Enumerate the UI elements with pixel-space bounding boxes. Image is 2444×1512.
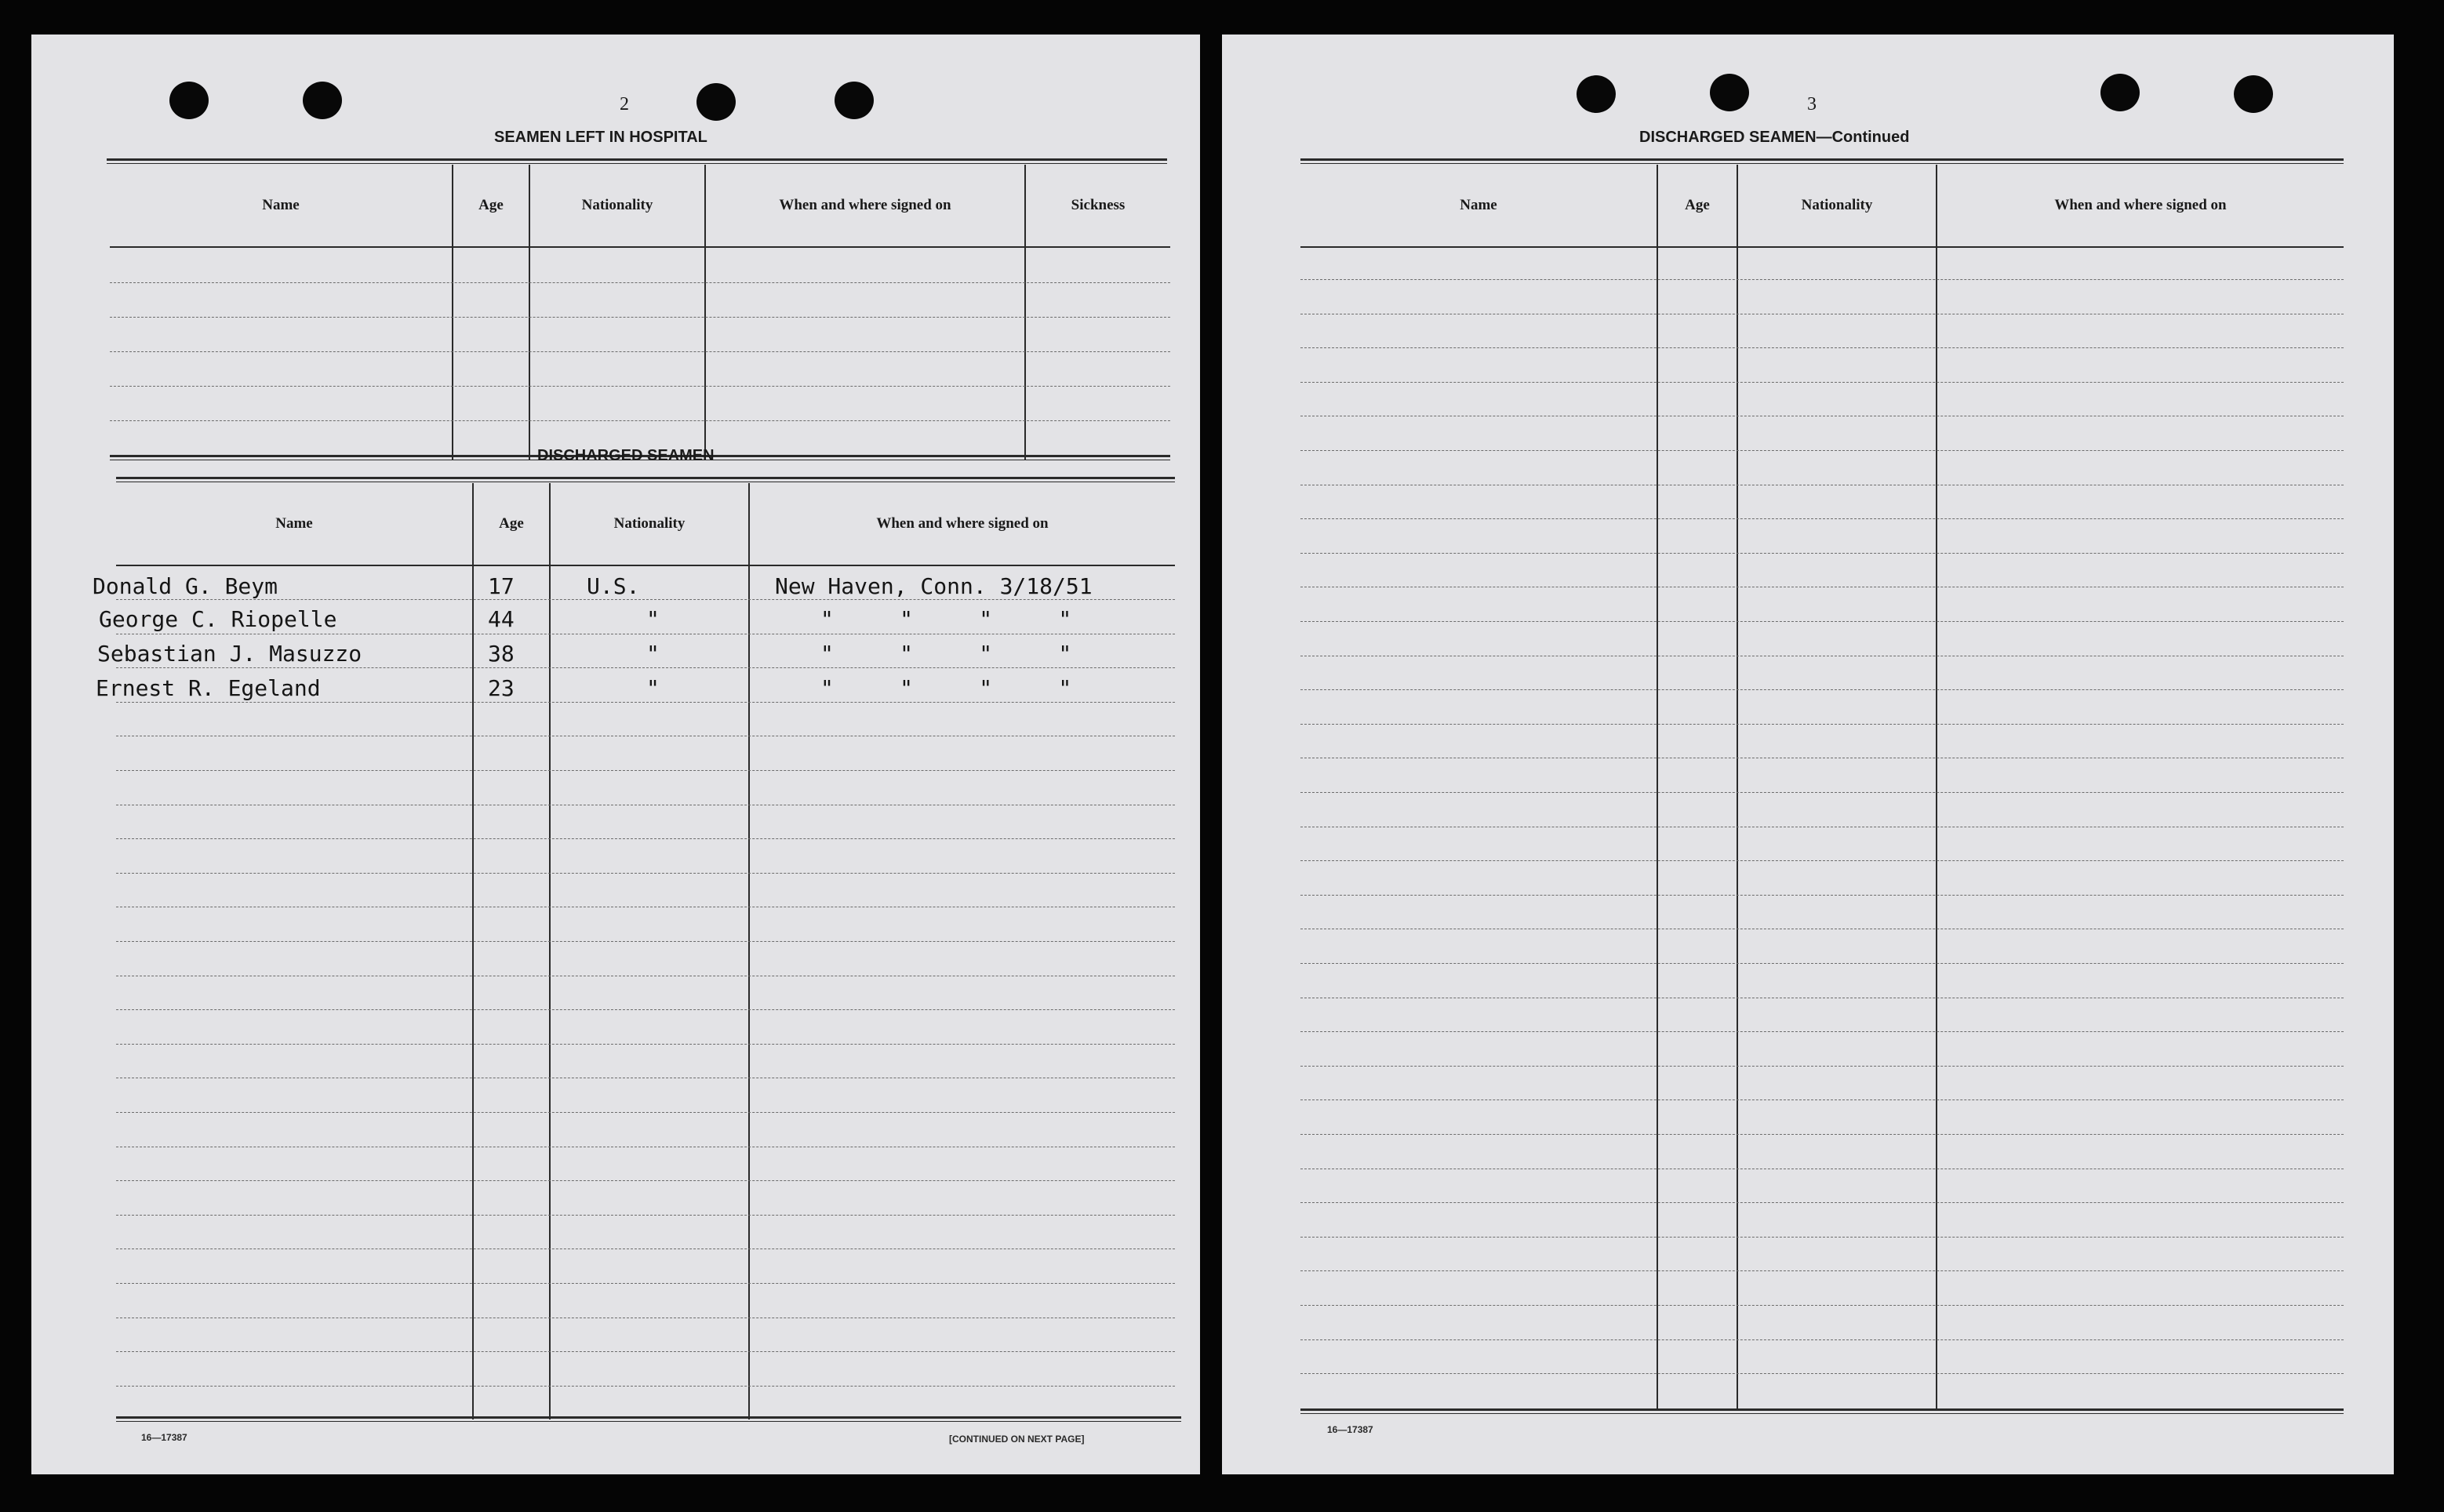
column-header-age: Age [478, 197, 504, 213]
ruled-line [110, 386, 1170, 387]
section-rule [107, 158, 1167, 164]
ruled-line [1300, 895, 2344, 896]
ruled-line [1300, 1237, 2344, 1238]
seaman-nationality: " [646, 675, 660, 701]
ruled-line [1300, 1031, 2344, 1032]
column-header-signed-on: When and where signed on [876, 515, 1049, 532]
column-divider [1936, 165, 1937, 1410]
ruled-line [1300, 1373, 2344, 1374]
column-header-age: Age [1685, 197, 1710, 213]
ruled-line [116, 599, 1175, 600]
seaman-age: 38 [488, 641, 515, 667]
seaman-nationality: U.S. [587, 573, 640, 599]
left-form-page [31, 35, 1200, 1474]
ruled-line [110, 282, 1170, 283]
ruled-line [116, 702, 1175, 703]
discharged-section-title: DISCHARGED SEAMEN [537, 447, 715, 464]
seaman-name: George C. Riopelle [99, 606, 337, 632]
ruled-line [116, 1215, 1175, 1216]
punch-hole [303, 82, 342, 119]
continued-note: [CONTINUED ON NEXT PAGE] [949, 1434, 1085, 1445]
column-header-age: Age [499, 515, 524, 532]
ruled-line [116, 1248, 1175, 1249]
seaman-nationality: " [646, 606, 660, 632]
ruled-line [116, 1112, 1175, 1113]
ruled-line [1300, 860, 2344, 861]
section-rule [1300, 1408, 2344, 1414]
punch-hole [2234, 75, 2273, 113]
form-number: 16—17387 [141, 1432, 187, 1443]
column-header-nationality: Nationality [581, 197, 653, 213]
seaman-signed-on: New Haven, Conn. 3/18/51 [775, 573, 1093, 599]
ruled-line [1300, 1305, 2344, 1306]
ruled-line [1300, 518, 2344, 519]
seaman-signed-on: " " " " [820, 606, 1072, 632]
seaman-nationality: " [646, 641, 660, 667]
hospital-section-title: SEAMEN LEFT IN HOSPITAL [494, 129, 707, 146]
ruled-line [1300, 450, 2344, 451]
page-number: 2 [620, 94, 629, 114]
seaman-name: Sebastian J. Masuzzo [97, 641, 362, 667]
ruled-line [116, 1044, 1175, 1045]
punch-hole [696, 83, 736, 121]
column-divider [1737, 165, 1738, 1410]
ruled-line [116, 838, 1175, 839]
section-rule [116, 477, 1175, 482]
continued-section-title: DISCHARGED SEAMEN—Continued [1639, 129, 1910, 146]
ruled-line [116, 770, 1175, 771]
discharged-table [93, 483, 1175, 1419]
ruled-line [116, 941, 1175, 942]
page-number: 3 [1807, 94, 1817, 114]
column-divider [452, 165, 453, 460]
ruled-line [1300, 347, 2344, 348]
ruled-line [116, 1180, 1175, 1181]
ruled-line [1300, 724, 2344, 725]
ruled-line [1300, 1099, 2344, 1100]
ruled-line [1300, 1339, 2344, 1340]
ruled-line [1300, 279, 2344, 280]
ruled-line [1300, 553, 2344, 554]
column-header-sickness: Sickness [1071, 197, 1126, 213]
column-header-name: Name [262, 197, 300, 213]
seaman-signed-on: " " " " [820, 675, 1072, 701]
column-header-nationality: Nationality [1801, 197, 1873, 213]
table-header [116, 483, 1175, 566]
seaman-name: Ernest R. Egeland [96, 675, 321, 701]
column-header-name: Name [275, 515, 313, 532]
ruled-line [1300, 382, 2344, 383]
punch-hole [1710, 74, 1749, 111]
column-divider [1657, 165, 1658, 1410]
ruled-line [116, 667, 1175, 668]
table-row [96, 668, 1175, 703]
table-row [97, 634, 1175, 668]
form-number: 16—17387 [1327, 1424, 1373, 1435]
ruled-line [110, 351, 1170, 352]
punch-hole [1577, 75, 1616, 113]
seaman-signed-on: " " " " [820, 641, 1072, 667]
column-divider [529, 165, 530, 460]
seaman-age: 44 [488, 606, 515, 632]
ruled-line [116, 873, 1175, 874]
ruled-line [1300, 621, 2344, 622]
seaman-name: Donald G. Beym [93, 573, 278, 599]
ruled-line [1300, 689, 2344, 690]
column-divider [1024, 165, 1026, 460]
seaman-age: 17 [488, 573, 515, 599]
table-row [99, 599, 1175, 634]
table-row [93, 565, 1175, 601]
ruled-line [116, 1351, 1175, 1352]
column-header-signed-on: When and where signed on [2054, 197, 2227, 213]
punch-hole [2100, 74, 2140, 111]
table-header [110, 165, 1170, 248]
hospital-table [110, 165, 1170, 460]
ruled-line [1300, 1202, 2344, 1203]
column-header-signed-on: When and where signed on [779, 197, 951, 213]
ruled-line [1300, 1066, 2344, 1067]
column-header-nationality: Nationality [613, 515, 686, 532]
ruled-line [110, 317, 1170, 318]
table-header [1300, 165, 2344, 248]
discharged-continued-table [1300, 165, 2344, 1410]
punch-hole [835, 82, 874, 119]
ruled-line [110, 420, 1170, 421]
seaman-age: 23 [488, 675, 515, 701]
column-header-name: Name [1460, 197, 1497, 213]
ruled-line [1300, 963, 2344, 964]
ruled-line [1300, 1134, 2344, 1135]
ruled-line [116, 1386, 1175, 1387]
ruled-line [116, 1009, 1175, 1010]
section-rule [1300, 158, 2344, 164]
section-rule [116, 1416, 1181, 1422]
ruled-line [1300, 1270, 2344, 1271]
right-form-page [1222, 35, 2394, 1474]
ruled-line [1300, 792, 2344, 793]
column-divider [704, 165, 706, 460]
punch-hole [169, 82, 209, 119]
ruled-line [116, 1283, 1175, 1284]
